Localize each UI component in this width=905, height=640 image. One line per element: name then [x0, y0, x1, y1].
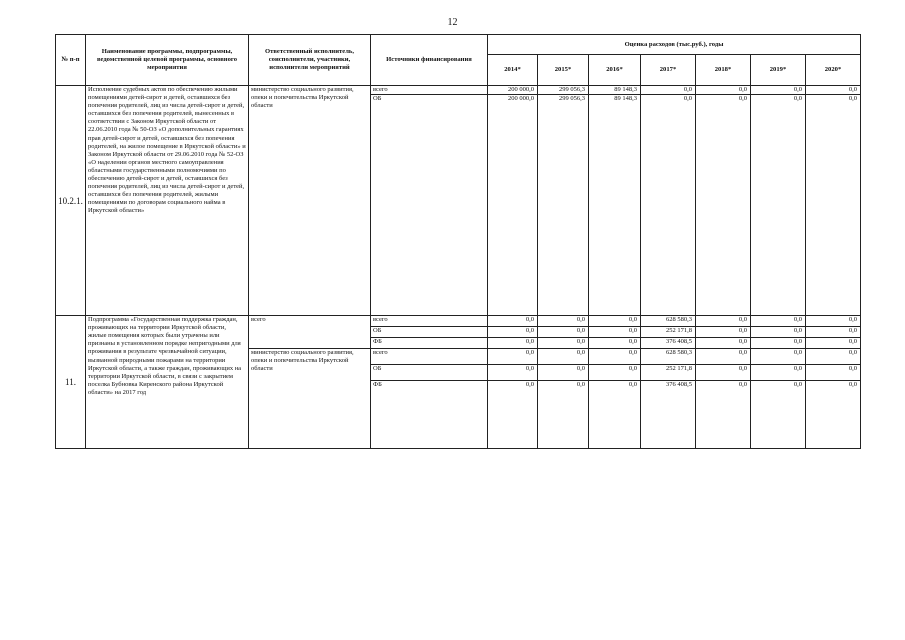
cost-cell: 0,0	[751, 327, 806, 338]
cost-cell: 0,0	[696, 316, 751, 327]
header-executor: Ответственный исполнитель, соисполнители, участники, исполнители мероприятий	[249, 35, 371, 86]
cost-cell: 0,0	[538, 327, 589, 338]
cost-cell: 0,0	[751, 338, 806, 349]
cost-cell: 0,0	[538, 349, 589, 365]
cost-cell: 299 056,3	[538, 86, 589, 95]
budget-table	[55, 34, 861, 449]
funding-source: всего	[371, 349, 488, 365]
cost-cell: 252 171,8	[641, 365, 696, 381]
header-num: № п-п	[56, 35, 86, 86]
header-year: 2020*	[806, 55, 861, 86]
cost-cell: 376 408,5	[641, 381, 696, 449]
cost-cell: 0,0	[538, 381, 589, 449]
program-name: Исполнение судебных актов по обеспечению жилыми помещениями детей-сирот и детей, оставшихся без попечения родителей, лиц из числа детей-сирот и детей, оставшихся без попечения родителей, вынесенных в соответствии с Законом Иркутской области от 22.06.2010 года № 50-ОЗ «О дополнительных гарантиях прав детей-сирот и детей, оставшихся без попечения родителей, на жилое помещение в Иркутской области» и Законом Иркутской области от 29.06.2010 года № 52-ОЗ «О наделении органов местного самоуправления областными государственными полномочиями по обеспечению детей-сирот и детей, оставшихся без попечения родителей, лиц из числа детей-сирот и детей, оставшихся без попечения родителей, жилыми помещениями по договорам социального найма в Иркутской области»	[86, 86, 249, 316]
cost-cell: 0,0	[751, 381, 806, 449]
funding-source: ФБ	[371, 338, 488, 349]
cost-cell: 0,0	[806, 327, 861, 338]
cost-cell: 0,0	[641, 86, 696, 95]
cost-cell: 0,0	[806, 338, 861, 349]
cost-cell: 0,0	[488, 338, 538, 349]
header-year: 2014*	[488, 55, 538, 86]
cost-cell: 0,0	[538, 338, 589, 349]
cost-cell: 299 056,3	[538, 95, 589, 316]
cost-cell: 89 148,3	[589, 86, 641, 95]
cost-cell: 0,0	[488, 316, 538, 327]
funding-source: всего	[371, 86, 488, 95]
cost-cell: 0,0	[751, 349, 806, 365]
cost-cell: 0,0	[696, 338, 751, 349]
cost-cell: 0,0	[696, 95, 751, 316]
cost-cell: 200 000,0	[488, 95, 538, 316]
cost-cell: 0,0	[589, 338, 641, 349]
table-row	[56, 316, 861, 327]
cost-cell: 0,0	[589, 316, 641, 327]
row-number: 10.2.1.	[56, 86, 86, 316]
cost-cell: 0,0	[589, 381, 641, 449]
cost-cell: 0,0	[806, 95, 861, 316]
funding-source: ОБ	[371, 365, 488, 381]
cost-cell: 628 580,3	[641, 349, 696, 365]
header-source: Источники финансирования	[371, 35, 488, 86]
cost-cell: 0,0	[696, 349, 751, 365]
funding-source: ОБ	[371, 95, 488, 316]
cost-cell: 0,0	[589, 327, 641, 338]
cost-cell: 0,0	[696, 327, 751, 338]
cost-cell: 0,0	[696, 365, 751, 381]
program-name: Подпрограмма «Государственная поддержка граждан, проживающих на территории Иркутской области, жилые помещения которых были утрачены или признаны в установленном порядке непригодными для проживания в результате чрезвычайной ситуации, вызванной природными пожарами на территории Иркутской области, а также граждан, проживающих на территории Иркутской области, в связи с закрытием поселка Бубновка Киренского района Иркутской области» на 2017 год	[86, 316, 249, 449]
header-year: 2016*	[589, 55, 641, 86]
header-year: 2019*	[751, 55, 806, 86]
header-costs: Оценка расходов (тыс.руб.), годы	[488, 35, 861, 55]
cost-cell: 0,0	[696, 381, 751, 449]
table-row	[56, 86, 861, 95]
table-header	[56, 35, 861, 86]
funding-source: всего	[371, 316, 488, 327]
cost-cell: 0,0	[538, 316, 589, 327]
page-number: 12	[447, 17, 458, 28]
cost-cell: 0,0	[751, 86, 806, 95]
cost-cell: 0,0	[488, 327, 538, 338]
cost-cell: 200 000,0	[488, 86, 538, 95]
executor-total: всего	[249, 316, 371, 349]
cost-cell: 0,0	[488, 349, 538, 365]
header-year: 2018*	[696, 55, 751, 86]
executor-ministry: министерство социального развития, опеки и попечительства Иркутской области	[249, 349, 371, 449]
cost-cell: 0,0	[751, 316, 806, 327]
cost-cell: 89 148,3	[589, 95, 641, 316]
cost-cell: 0,0	[488, 365, 538, 381]
cost-cell: 0,0	[806, 316, 861, 327]
cost-cell: 0,0	[751, 95, 806, 316]
cost-cell: 376 408,5	[641, 338, 696, 349]
cost-cell: 0,0	[806, 381, 861, 449]
header-name: Наименование программы, подпрограммы, ведомственной целевой программы, основного мероприятия	[86, 35, 249, 86]
funding-source: ФБ	[371, 381, 488, 449]
header-year: 2017*	[641, 55, 696, 86]
cost-cell: 0,0	[751, 365, 806, 381]
cost-cell: 252 171,8	[641, 327, 696, 338]
executor: министерство социального развития, опеки и попечительства Иркутской области	[249, 86, 371, 316]
cost-cell: 0,0	[589, 349, 641, 365]
cost-cell: 628 580,3	[641, 316, 696, 327]
cost-cell: 0,0	[538, 365, 589, 381]
cost-cell: 0,0	[696, 86, 751, 95]
cost-cell: 0,0	[806, 349, 861, 365]
header-year: 2015*	[538, 55, 589, 86]
funding-source: ОБ	[371, 327, 488, 338]
cost-cell: 0,0	[589, 365, 641, 381]
cost-cell: 0,0	[488, 381, 538, 449]
cost-cell: 0,0	[806, 365, 861, 381]
cost-cell: 0,0	[806, 86, 861, 95]
row-number: 11.	[56, 316, 86, 449]
cost-cell: 0,0	[641, 95, 696, 316]
